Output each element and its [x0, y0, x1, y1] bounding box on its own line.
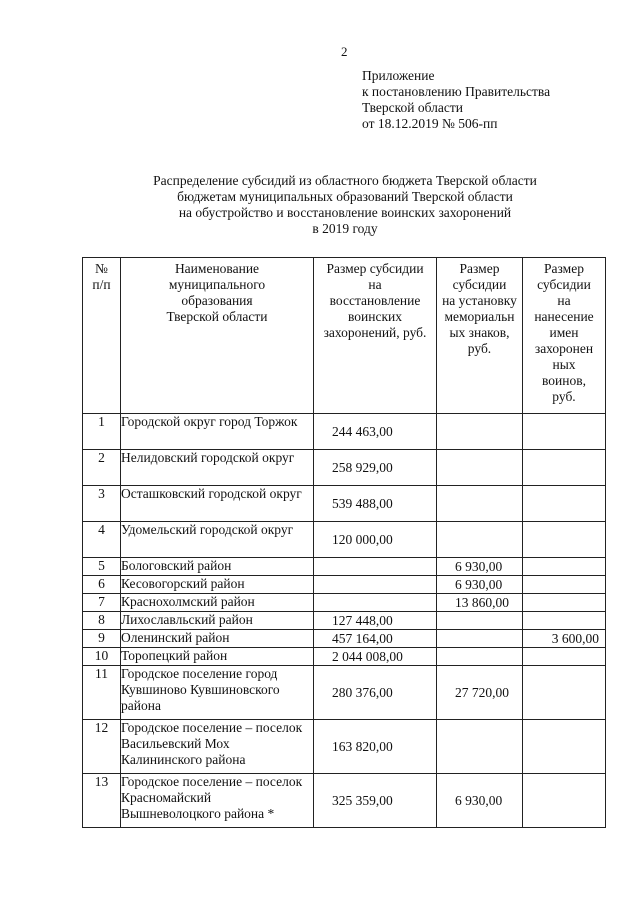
municipality-name: Кесовогорский район [121, 576, 314, 594]
document-title [110, 173, 580, 237]
row-number: 10 [83, 648, 121, 666]
memorial-amount [437, 612, 523, 630]
row-number: 5 [83, 558, 121, 576]
title-line: на обустройство и восстановление воинских захоронений [178, 205, 512, 220]
header-line: восстановление [329, 293, 421, 308]
table-row [83, 558, 606, 576]
row-number: 6 [83, 576, 121, 594]
table-row [83, 486, 606, 522]
table-row [83, 450, 606, 486]
names-amount [523, 576, 606, 594]
header-line: нанесение [534, 309, 594, 324]
page-number: 2 [341, 44, 348, 59]
municipality-name: Городской округ город Торжок [121, 414, 314, 450]
municipality-name: Краснохолмский район [121, 594, 314, 612]
table-row [83, 594, 606, 612]
header-line: Размер [459, 261, 500, 276]
header-line: Размер субсидии [326, 261, 424, 276]
names-amount [523, 414, 606, 450]
appendix-line: от 18.12.2019 № 506-пп [362, 116, 498, 131]
restoration-amount [314, 576, 437, 594]
names-amount [523, 558, 606, 576]
restoration-amount: 163 820,00 [314, 720, 437, 774]
names-amount [523, 720, 606, 774]
memorial-amount [437, 414, 523, 450]
municipality-name: Городское поселение город Кувшиново Кувшиновского района [121, 666, 314, 720]
row-number: 7 [83, 594, 121, 612]
memorial-amount: 13 860,00 [437, 594, 523, 612]
municipality-name: Городское поселение – поселок Красномайский Вышневолоцкого района * [121, 774, 314, 828]
table-row [83, 666, 606, 720]
appendix-line: Приложение [362, 68, 435, 83]
municipality-name: Нелидовский городской округ [121, 450, 314, 486]
header-line: ых знаков, [449, 325, 510, 340]
title-line: в 2019 году [312, 221, 378, 236]
restoration-amount [314, 594, 437, 612]
header-line: на [368, 277, 382, 292]
table-row [83, 648, 606, 666]
header-line: ных [552, 357, 576, 372]
restoration-amount [314, 558, 437, 576]
table-row [83, 720, 606, 774]
header-line: субсидии [452, 277, 507, 292]
names-amount [523, 612, 606, 630]
names-amount [523, 648, 606, 666]
names-amount [523, 450, 606, 486]
memorial-amount: 6 930,00 [437, 576, 523, 594]
row-number: 13 [83, 774, 121, 828]
table-header-row [83, 258, 606, 414]
names-amount [523, 594, 606, 612]
row-number: 3 [83, 486, 121, 522]
restoration-amount: 2 044 008,00 [314, 648, 437, 666]
header-line: № [95, 261, 108, 276]
header-line: имен [549, 325, 579, 340]
names-amount [523, 522, 606, 558]
title-line: бюджетам муниципальных образований Тверской области [177, 189, 513, 204]
header-line: на установку [442, 293, 517, 308]
memorial-amount [437, 486, 523, 522]
header-line: образования [181, 293, 253, 308]
municipality-name: Бологовский район [121, 558, 314, 576]
memorial-amount: 6 930,00 [437, 558, 523, 576]
header-line: на [557, 293, 571, 308]
header-memorial [437, 258, 523, 414]
header-name [121, 258, 314, 414]
memorial-amount: 6 930,00 [437, 774, 523, 828]
title-line: Распределение субсидий из областного бюджета Тверской области [153, 173, 537, 188]
header-line: руб. [552, 389, 576, 404]
header-line: мемориальн [444, 309, 515, 324]
memorial-amount: 27 720,00 [437, 666, 523, 720]
row-number: 2 [83, 450, 121, 486]
municipality-name: Осташковский городской округ [121, 486, 314, 522]
appendix-block [362, 68, 550, 132]
restoration-amount: 258 929,00 [314, 450, 437, 486]
table-row [83, 414, 606, 450]
table-row [83, 576, 606, 594]
municipality-name: Удомельский городской округ [121, 522, 314, 558]
restoration-amount: 120 000,00 [314, 522, 437, 558]
subsidies-table [82, 257, 606, 828]
municipality-name: Оленинский район [121, 630, 314, 648]
header-names [523, 258, 606, 414]
memorial-amount [437, 648, 523, 666]
header-line: захоронен [534, 341, 594, 356]
restoration-amount: 127 448,00 [314, 612, 437, 630]
header-num [83, 258, 121, 414]
restoration-amount: 325 359,00 [314, 774, 437, 828]
appendix-line: Тверской области [362, 100, 463, 115]
header-line: муниципального [168, 277, 266, 292]
restoration-amount: 457 164,00 [314, 630, 437, 648]
header-line: субсидии [537, 277, 591, 292]
header-line: воинов, [542, 373, 586, 388]
memorial-amount [437, 450, 523, 486]
row-number: 9 [83, 630, 121, 648]
names-amount [523, 774, 606, 828]
header-line: Наименование [174, 261, 260, 276]
header-line: п/п [92, 277, 111, 292]
table-body [83, 414, 606, 828]
names-amount: 3 600,00 [523, 630, 606, 648]
header-line: руб. [467, 341, 492, 356]
memorial-amount [437, 630, 523, 648]
table-row [83, 612, 606, 630]
row-number: 8 [83, 612, 121, 630]
restoration-amount: 244 463,00 [314, 414, 437, 450]
row-number: 1 [83, 414, 121, 450]
row-number: 12 [83, 720, 121, 774]
names-amount [523, 666, 606, 720]
row-number: 11 [83, 666, 121, 720]
memorial-amount [437, 522, 523, 558]
header-restoration [314, 258, 437, 414]
municipality-name: Торопецкий район [121, 648, 314, 666]
names-amount [523, 486, 606, 522]
header-line: захоронений, руб. [323, 325, 427, 340]
appendix-line: к постановлению Правительства [362, 84, 551, 99]
restoration-amount: 280 376,00 [314, 666, 437, 720]
table-row [83, 630, 606, 648]
table-row [83, 522, 606, 558]
municipality-name: Городское поселение – поселок Васильевский Мох Калининского района [121, 720, 314, 774]
header-line: Размер [544, 261, 584, 276]
table-row [83, 774, 606, 828]
header-line: воинских [347, 309, 402, 324]
restoration-amount: 539 488,00 [314, 486, 437, 522]
municipality-name: Лихославльский район [121, 612, 314, 630]
header-line: Тверской области [166, 309, 268, 324]
memorial-amount [437, 720, 523, 774]
row-number: 4 [83, 522, 121, 558]
